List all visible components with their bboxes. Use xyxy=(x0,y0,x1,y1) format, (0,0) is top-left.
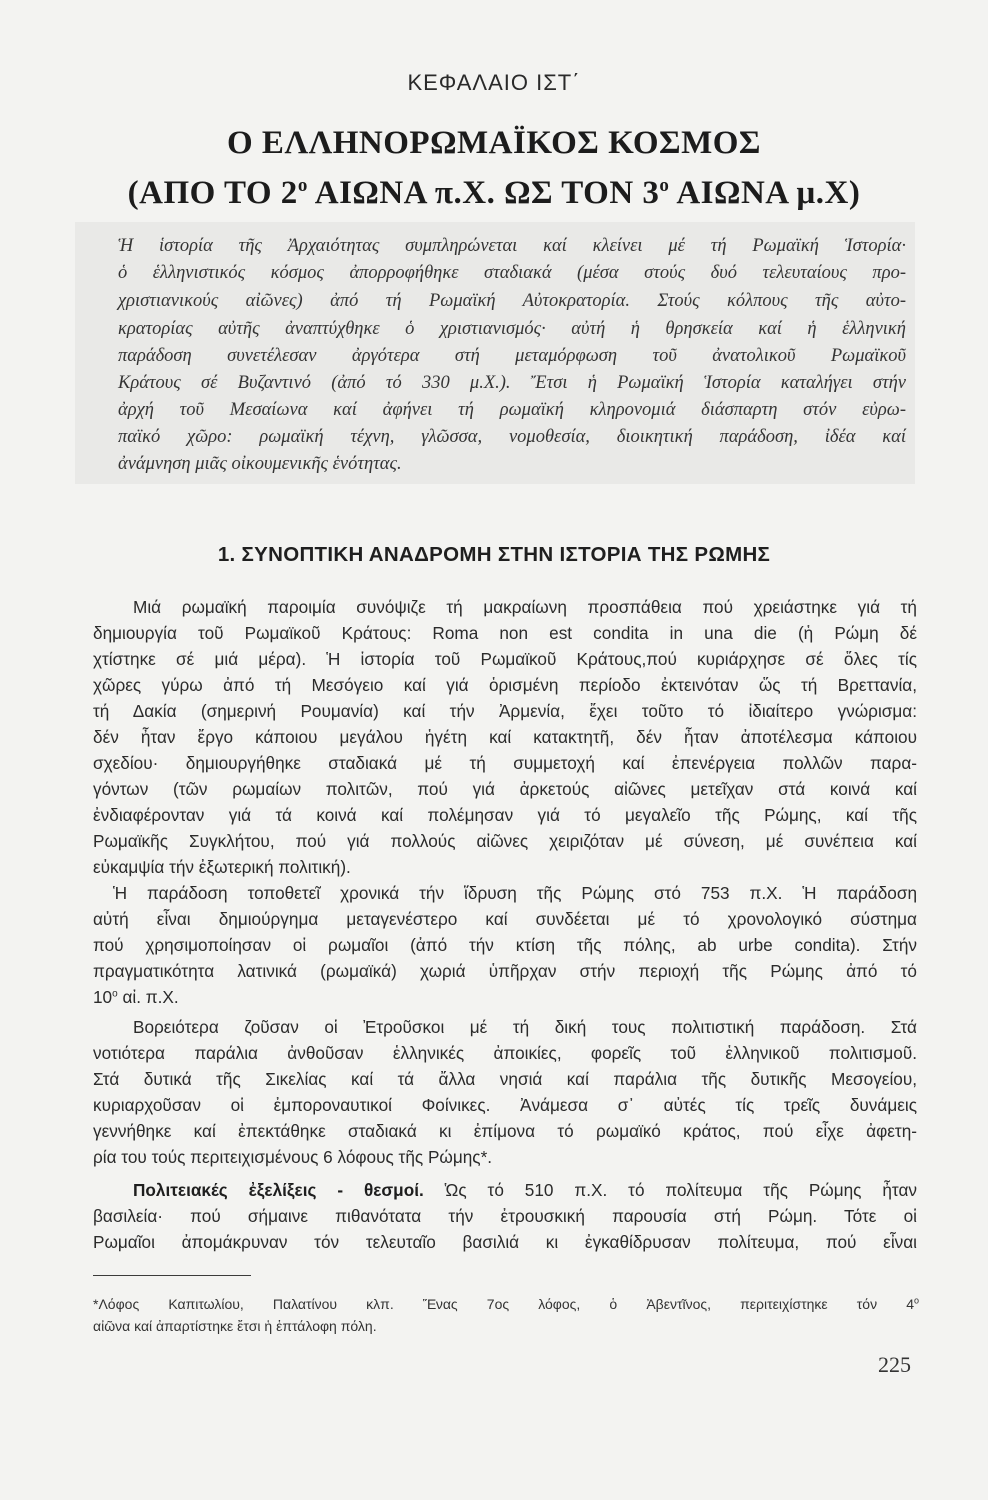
body-line: δέν ἦταν ἔργο κάποιου μεγάλου ἡγέτη καί κατακτητῆ, δέν ἦταν ἀποτέλεσμα κάποιου xyxy=(93,727,917,747)
body-line: Πολιτειακές ἐξελίξεις - θεσμοί. Ὡς τό 510 π.Χ. τό πολίτευμα τῆς Ρώμης ἦταν xyxy=(133,1180,917,1200)
body-line: βασιλεία· πού σήμαινε πιθανότατα τήν ἐτρουσκική παρουσία στή Ρώμη. Τότε οἱ xyxy=(93,1206,917,1226)
intro-line: παϊκό χῶρο: ρωμαϊκή τέχνη, γλῶσσα, νομοθεσία, διοικητική παράδοση, ἰδέα καί xyxy=(118,427,906,447)
footnote-line: αἰῶνα καί ἀπαρτίστηκε ἔτσι ἡ ἑπτάλοφη πόλη. xyxy=(93,1318,377,1334)
intro-line: κρατορίας αὐτῆς ἀναπτύχθηκε ὁ χριστιανισμός· αὐτή ἡ θρησκεία καί ἡ ἑλληνική xyxy=(118,319,906,339)
body-line: Ρωμαῖοι ἀπομάκρυναν τόν τελευταῖο βασιλιά κι ἐγκαθίδρυσαν πολίτευμα, πού εἶναι xyxy=(93,1232,917,1252)
page-number: 225 xyxy=(878,1352,911,1377)
body-line: πραγματικότητα λατινικά (ρωμαϊκά) χωριά ὑπῆρχαν στήν περιοχή τῆς Ρώμης ἀπό τό xyxy=(93,961,917,981)
chapter-title-line-1: Ο ΕΛΛΗΝΟΡΩΜΑΪΚΟΣ ΚΟΣΜΟΣ xyxy=(227,125,761,161)
intro-line: ὁ ἑλληνιστικός κόσμος ἀπορροφήθηκε σταδιακά (μέσα στούς δυό τελευταίους προ- xyxy=(118,263,906,283)
intro-line: παράδοση συνετέλεσαν ἀργότερα στή μεταμόρφωση τοῦ ἀνατολικοῦ Ρωμαϊκοῦ xyxy=(118,346,906,366)
chapter-label: ΚΕΦΑΛΑΙΟ ΙΣΤ΄ xyxy=(407,70,581,95)
body-line: Ἡ παράδοση τοποθετεῖ χρονικά τήν ἵδρυση τῆς Ρώμης στό 753 π.Χ. Ἡ παράδοση xyxy=(113,883,917,903)
section-heading: 1. ΣΥΝΟΠΤΙΚΗ ΑΝΑΔΡΟΜΗ ΣΤΗΝ ΙΣΤΟΡΙΑ ΤΗΣ ΡΩΜΗΣ xyxy=(217,543,771,566)
intro-line: ἀνάμνηση μιᾶς οἰκουμενικῆς ἑνότητας. xyxy=(118,454,402,474)
body-line: Στά δυτικά τῆς Σικελίας καί τά ἄλλα νησιά καί παράλια τῆς δυτικῆς Μεσογείου, xyxy=(93,1069,917,1089)
body-line: γεννήθηκε καί ἐπεκτάθηκε σταδιακά κι ἐπίμονα τό ρωμαϊκό κράτος, πού εἶχε ἀφετη- xyxy=(93,1121,917,1141)
body-line: κυριαρχοῦσαν οἱ ἐμποροναυτικοί Φοίνικες. Ἀνάμεσα σ᾽ αὐτές τίς τρεῖς δυνάμεις xyxy=(93,1095,917,1115)
body-line: $10^o$ αἰ. π.Χ. xyxy=(93,987,179,1007)
footnote-divider xyxy=(93,1275,251,1276)
intro-line: Κράτους σέ Βυζαντινό (ἀπό τό 330 μ.Χ.). Ἔτσι ἡ Ρωμαϊκή Ἱστορία καταλήγει στήν xyxy=(118,373,906,393)
body-line: δημιουργία τοῦ Ρωμαϊκοῦ Κράτους: Roma non est condita in una die (ἡ Ρώμη δέ xyxy=(93,623,917,643)
body-line: Μιά ρωμαϊκή παροιμία συνόψιζε τή μακραίωνη προσπάθεια πού χρειάστηκε γιά τή xyxy=(133,597,917,617)
intro-line: χριστιανικούς αἰῶνες) ἀπό τή Ρωμαϊκή Αὐτοκρατορία. Στούς κόλπους τῆς αὐτο- xyxy=(118,291,906,311)
body-line: ἐνδιαφέρονταν γιά τά κοινά καί πολέμησαν γιά τό μεγαλεῖο τῆς Ρώμης, καί τῆς xyxy=(93,805,917,825)
body-line: χτίστηκε σέ μιά μέρα). Ἡ ἱστορία τοῦ Ρωμαϊκοῦ Κράτους,πού κυριάρχησε σέ ὅλες τίς xyxy=(93,649,917,669)
body-line: χῶρες γύρω ἀπό τή Μεσόγειο καί γιά ὁρισμένη περίοδο ἐκτεινόταν ὥς τή Βρεττανία, xyxy=(93,675,917,695)
chapter-title-line-2: (ΑΠΟ ΤΟ $2^o$ ΑΙΩΝΑ π.Χ. ΩΣ ΤΟΝ $3^o$ ΑΙΩΝΑ μ.Χ) xyxy=(127,175,861,211)
body-line: ρία του τούς περιτειχισμένους 6 λόφους τῆς Ρώμης*. xyxy=(93,1147,493,1167)
body-line: αὐτή εἶναι δημιούργημα μεταγενέστερο καί συνδέεται μέ τό χρονολογικό σύστημα xyxy=(93,909,917,929)
body-line: τή Δακία (σημερινή Ρουμανία) καί τήν Ἀρμενία, ἔχει τοῦτο τό ἰδιαίτερο γνώρισμα: xyxy=(93,701,917,721)
body-line: σχεδίου· δημιουργήθηκε σταδιακά μέ τή συμμετοχή καί ἐπενέργεια πολλῶν παρα- xyxy=(93,753,917,773)
intro-line: ἀρχή τοῦ Μεσαίωνα καί ἀφήνει τή ρωμαϊκή κληρονομιά διάσπαρτη στόν εὐρω- xyxy=(118,400,906,420)
body-line: εὐκαμψία τήν ἐξωτερική πολιτική). xyxy=(93,857,351,877)
run-in-heading: Πολιτειακές ἐξελίξεις - θεσμοί. xyxy=(133,1180,424,1200)
intro-line: Ἡ ἱστορία τῆς Ἀρχαιότητας συμπληρώνεται καί κλείνει μέ τή Ρωμαϊκή Ἱστορία· xyxy=(118,236,906,256)
body-line: πού χρησιμοποίησαν οἱ ρωμαῖοι (ἀπό τήν κτίση τῆς πόλης, ab urbe condita). Στήν xyxy=(93,935,917,955)
body-line: Ρωμαϊκῆς Συγκλήτου, πού γιά πολλούς αἰῶνες χειριζόταν μέ σύνεση, μέ συνέπεια καί xyxy=(93,831,917,851)
footnote-line: *Λόφος Καπιτωλίου, Παλατίνου κλπ. Ἕνας 7ος λόφος, ὁ Ἀβεντῖνος, περιτειχίστηκε τόν $4^o$ xyxy=(93,1295,919,1312)
body-line: Βορειότερα ζοῦσαν οἱ Ἐτροῦσκοι μέ τή δική τους πολιτιστική παράδοση. Στά xyxy=(133,1017,917,1037)
body-line: νοτιότερα παράλια ἀνθοῦσαν ἑλληνικές ἀποικίες, φορεῖς τοῦ ἑλληνικοῦ πολιτισμοῦ. xyxy=(93,1043,917,1063)
body-line: γόντων (τῶν ρωμαίων πολιτῶν, πού γιά ἀρκετούς αἰῶνες μετεῖχαν στά κοινά καί xyxy=(93,779,917,799)
